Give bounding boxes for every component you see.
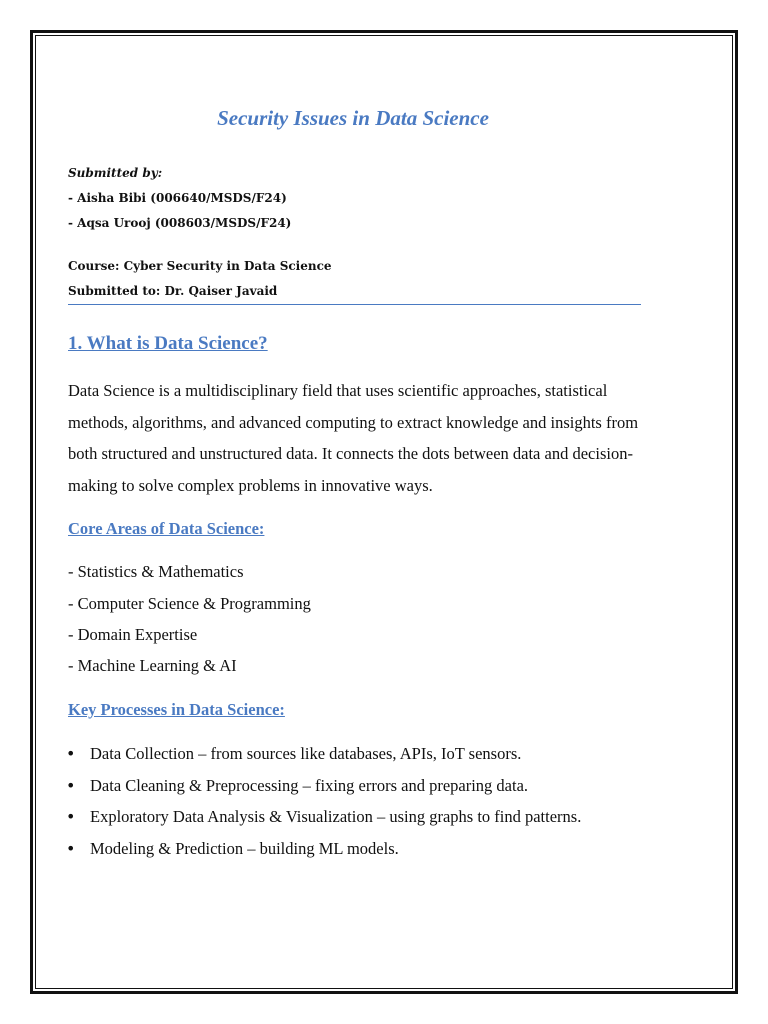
header-divider (68, 304, 641, 305)
core-area-item: - Statistics & Mathematics (68, 562, 244, 581)
bullet-icon: • (66, 839, 76, 858)
bullet-icon: • (66, 744, 76, 763)
submitted-by-label: Submitted by: (68, 166, 163, 180)
intro-paragraph (68, 375, 688, 501)
paragraph-line: Data Science is a multidisciplinary field that uses scientific approaches, statistical (68, 381, 608, 400)
core-area-item: - Machine Learning & AI (68, 656, 237, 675)
paragraph-line: methods, algorithms, and advanced computing to extract knowledge and insights from (68, 412, 639, 432)
core-area-item: - Domain Expertise (68, 625, 198, 644)
paragraph-line: making to solve complex problems in innovative ways. (68, 475, 433, 495)
key-process-item: Exploratory Data Analysis & Visualization – using graphs to find patterns. (90, 807, 582, 826)
subheading-core-areas: Core Areas of Data Science: (68, 519, 265, 538)
course-line: Course: Cyber Security in Data Science (68, 259, 332, 273)
section-heading-what-is-data-science: 1. What is Data Science? (68, 333, 268, 354)
key-process-item: Data Cleaning & Preprocessing – fixing errors and preparing data. (90, 776, 529, 795)
submitted-to-line: Submitted to: Dr. Qaiser Javaid (68, 284, 278, 298)
subheading-key-processes: Key Processes in Data Science: (68, 700, 285, 719)
author-1: - Aisha Bibi (006640/MSDS/F24) (68, 191, 287, 205)
bullet-icon: • (66, 807, 76, 826)
document-title: Security Issues in Data Science (217, 106, 489, 130)
author-2: - Aqsa Urooj (008603/MSDS/F24) (68, 216, 292, 230)
bullet-icon: • (66, 776, 76, 795)
paragraph-line: both structured and unstructured data. It connects the dots between data and decision- (68, 444, 633, 463)
key-process-item: Modeling & Prediction – building ML models. (90, 839, 399, 858)
core-area-item: - Computer Science & Programming (68, 594, 311, 613)
key-process-item: Data Collection – from sources like databases, APIs, IoT sensors. (90, 744, 522, 763)
